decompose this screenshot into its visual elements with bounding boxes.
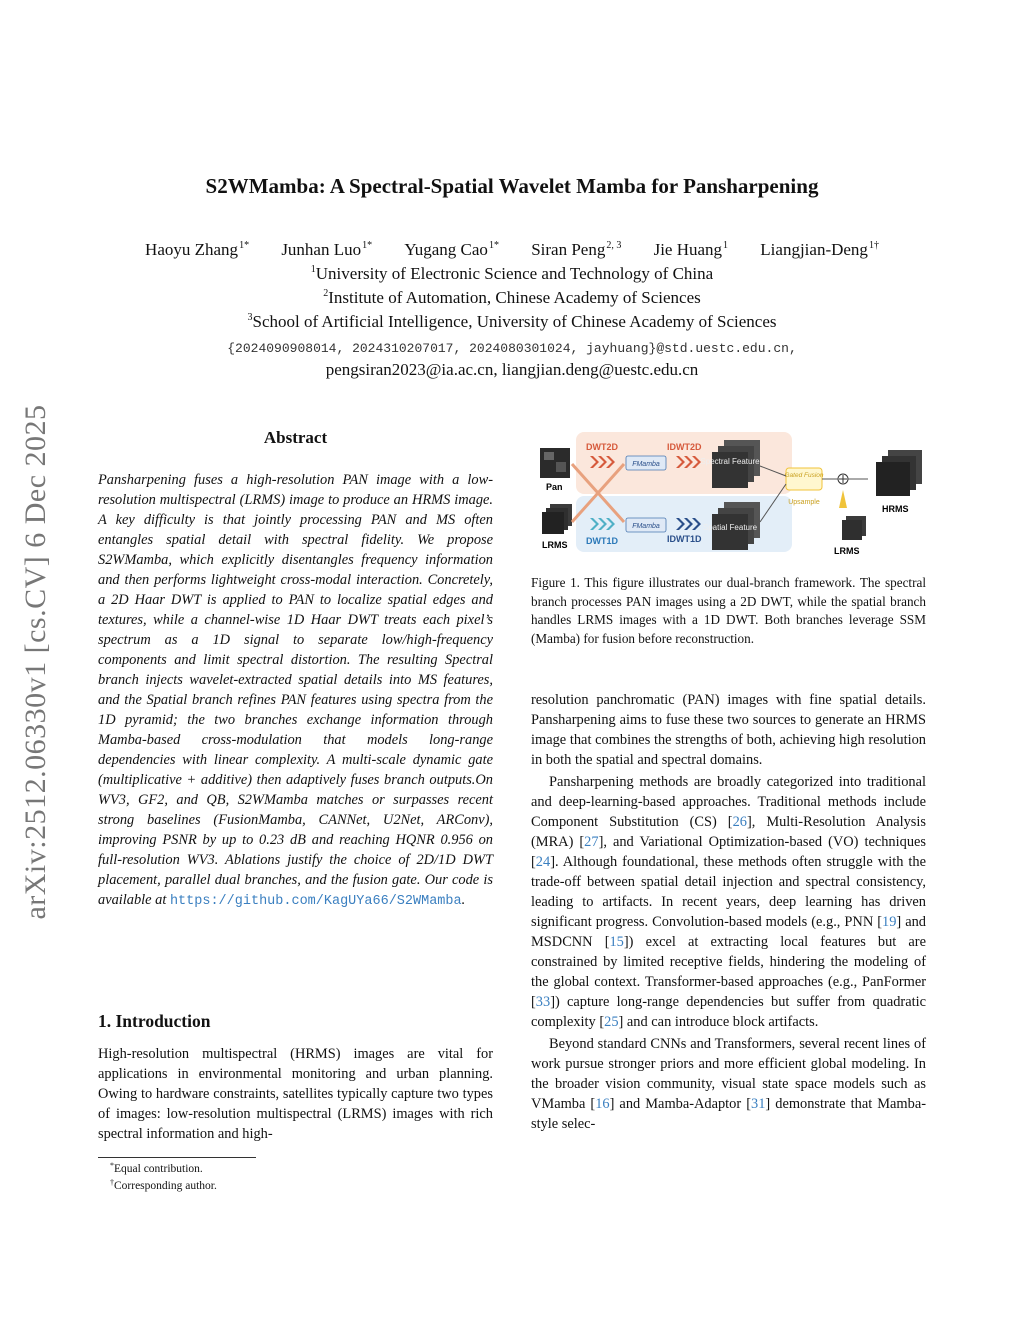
author[interactable]: Junhan Luo$^{1*}$ — [281, 240, 373, 259]
footnote-equal-contribution: *Equal contribution. — [110, 1161, 203, 1175]
idwt2d-label: IDWT2D — [667, 442, 702, 452]
introduction-heading: 1. Introduction — [98, 1011, 211, 1031]
figure-1-framework-diagram — [536, 430, 926, 560]
author[interactable]: Jie Huang$^1$ — [653, 240, 729, 259]
citation-link[interactable]: 19 — [882, 914, 897, 930]
citation-link[interactable]: 25 — [604, 1014, 619, 1030]
hrms-label: HRMS — [882, 504, 909, 514]
figure-1-caption: Figure 1. This figure illustrates our dual-branch framework. The spectral branch processes PAN images using a 2D DWT, while the spatial branch handles LRMS images with a 1D DWT. Both branches leverage SSM (Mamba) for fusion before reconstruction. — [531, 575, 926, 646]
introduction-text: High-resolution multispectral (HRMS) images are vital for applications in environmental monitoring and urban planning. Owing to hardware constraints, satellites typically capture two types of images: low-resolution multispectral (LRMS) images with rich spectral information and high- — [98, 1046, 493, 1142]
author-list — [0, 240, 1024, 260]
pan-input-image — [540, 448, 570, 478]
paragraph-pansharpening-methods: Pansharpening methods are broadly categorized into traditional and deep-learning-based approaches. Traditional methods include Component Substitution (CS) [26], Multi-Resolution Analysis (MRA) [27], and Variational Optimization-based (VO) techniques [24]. Although foundational, these methods often struggle with the trade-off between spatial detail injection and spectral consistency, leading to artifacts. In recent years, deep learning has driven significant progress. Convolution-based models (e.g., PNN [19] and MSDCNN [15]) excel at extracting local features but are constrained by limited receptive fields, hindering the modeling of the global context. Transformer-based approaches (e.g., PanFormer [33]) capture long-range dependencies but suffer from quadratic complexity [25] and can introduce block artifacts. — [531, 774, 927, 1030]
lrms-output-stack — [842, 516, 866, 540]
dwt2d-label: DWT2D — [586, 442, 618, 452]
footnote-corresponding-author: †Corresponding author. — [110, 1178, 217, 1192]
citation-link[interactable]: 15 — [609, 934, 624, 950]
upsample-arrow — [839, 490, 847, 508]
pan-label: Pan — [546, 482, 563, 492]
author[interactable]: Siran Peng$^{2, 3}$ — [531, 240, 622, 259]
author[interactable]: Haoyu Zhang$^{1*}$ — [145, 240, 250, 259]
dwt1d-label: DWT1D — [586, 536, 618, 546]
upsample-label: Upsample — [788, 499, 820, 506]
lrms-output-label: LRMS — [834, 546, 860, 556]
code-repository-link[interactable]: https://github.com/KagUYa66/S2WMamba — [169, 894, 462, 909]
abstract-text: Pansharpening fuses a high-resolution PAN image with a low-resolution multispectral (LRMS) image to produce an HRMS image. A key difficulty is that jointly processing PAN and MS often entangles spatial detail with spectral fidelity. We propose S2WMamba, which explicitly disentangles frequency information and then performs lightweight cross-modal interaction. Concretely, a 2D Haar DWT is applied to PAN to localize spatial edges and textures, while a channel-wise 1D Haar DWT treats each pixel’s spectrum as a 1D signal to separate low/high-frequency components and limit spectral distortion. The resulting Spectral branch injects wavelet-extracted spatial details into MS features, and the Spatial branch refines PAN features using spectra from the 1D pyramid; the two branches exchange information through Mamba-based cross-modulation that models long-range dependencies with linear complexity. A multi-scale dynamic gate (multiplicative + additive) then adaptively fuses branch outputs.On WV3, GF2, and QB, S2WMamba matches or surpasses recent strong baselines (FusionMamba, CANNet, U2Net, ARConv), improving PSNR by up to 0.23 dB and reaching HQNR 0.956 on full-resolution WV3. Ablations justify the choice of 2D/1D DWT placement, parallel dual branches, and the fusion gate. Our code is available at https://github.com/KagUYa66/S2WMamba. — [98, 472, 493, 909]
citation-link[interactable]: 27 — [584, 834, 599, 850]
spatial-feature-label: Spatial Feature — [702, 523, 758, 532]
spectral-feature-label: Spectral Feature — [700, 457, 760, 466]
idwt1d-label: IDWT1D — [667, 534, 702, 544]
paper-title: S2WMamba: A Spectral-Spatial Wavelet Mamba for Pansharpening — [205, 174, 819, 198]
affiliation-2: $^2$Institute of Automation, Chinese Academy of Sciences — [323, 288, 701, 307]
paragraph: resolution panchromatic (PAN) images with fine spatial details. Pansharpening aims to fuse these two sources to generate an HRMS image that combines the strengths of both, achieving high resolution in both the spatial and spectral domains. — [531, 692, 926, 768]
lrms-input-stack — [542, 504, 572, 534]
author[interactable]: Liangjian-Deng$^{1\dagger}$ — [760, 240, 879, 259]
fmamba-bottom-label: FMamba — [632, 523, 660, 530]
citation-link[interactable]: 33 — [535, 994, 551, 1010]
hrms-output-stack — [876, 450, 922, 496]
paragraph-beyond-cnns: Beyond standard CNNs and Transformers, several recent lines of work pursue stronger priors and more efficient global modeling. In the broader vision community, visual state space models such as VMamba [16] and Mamba-Adaptor [31] demonstrate that Mamba-style selec- — [531, 1036, 927, 1132]
footnote-divider — [98, 1157, 256, 1158]
email-list-line-2[interactable]: pengsiran2023@ia.ac.cn, liangjian.deng@uestc.edu.cn — [325, 360, 699, 379]
author[interactable]: Yugang Cao$^{1*}$ — [404, 240, 499, 259]
citation-link[interactable]: 31 — [751, 1096, 766, 1112]
citation-link[interactable]: 24 — [535, 854, 551, 870]
email-list-line-1[interactable]: {2024090908014, 2024310207017, 2024080301024, jayhuang}@std.uestc.edu.cn, — [227, 341, 797, 356]
introduction-right-column — [531, 690, 926, 1136]
citation-link[interactable]: 16 — [595, 1096, 610, 1112]
fmamba-top-label: FMamba — [632, 461, 660, 468]
lrms-input-label: LRMS — [542, 540, 568, 550]
abstract-heading: Abstract — [263, 428, 328, 447]
gated-fusion-label: Gated Fusion — [784, 472, 824, 479]
affiliation-3: $^3$School of Artificial Intelligence, University of Chinese Academy of Sciences — [247, 312, 777, 331]
arxiv-identifier-text: arXiv:2512.06330v1 [cs.CV] 6 Dec 2025 — [19, 404, 52, 920]
citation-link[interactable]: 26 — [732, 814, 747, 830]
affiliation-1: $^1$University of Electronic Science and Technology of China — [310, 264, 714, 283]
